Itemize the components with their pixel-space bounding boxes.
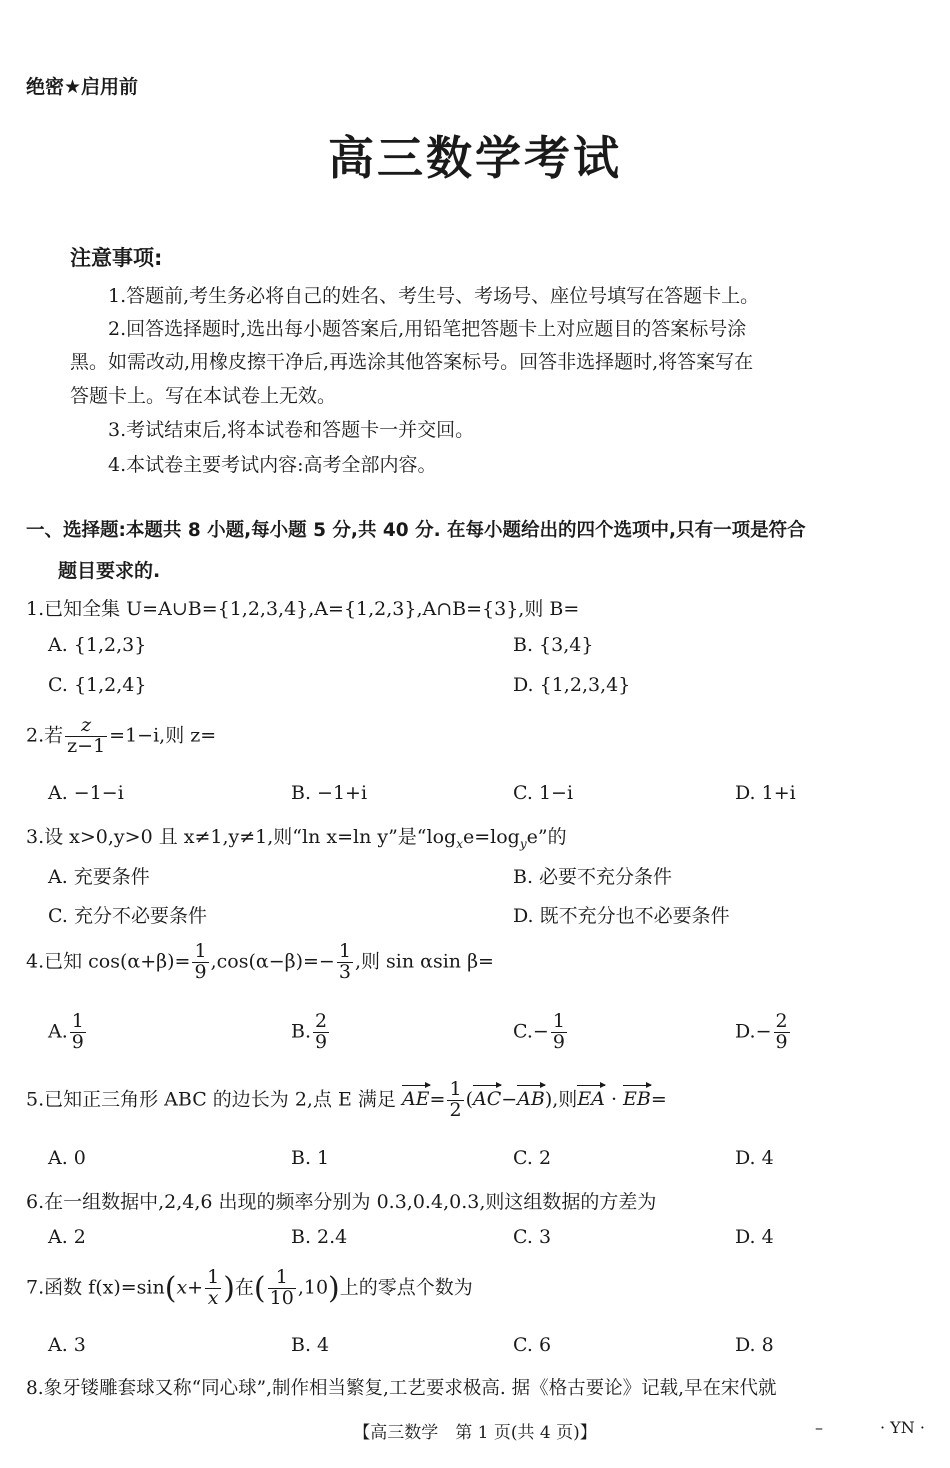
- question-2-frac-den: z−1: [67, 734, 106, 757]
- question-5-lparen: (: [465, 1088, 473, 1111]
- question-3-option-c: C. 充分不必要条件: [48, 905, 207, 927]
- notice-item-3: 3.考试结束后,将本试卷和答题卡一并交回。: [108, 419, 475, 441]
- question-7-part-5: 上的零点个数为: [339, 1276, 473, 1299]
- question-6-option-d: D. 4: [735, 1226, 774, 1248]
- question-4-frac-1-den: 9: [194, 960, 207, 983]
- question-2-suffix: =1−i,则 z=: [109, 724, 217, 747]
- question-3-stem-end: e”的: [526, 826, 567, 848]
- question-5-end: =: [650, 1088, 667, 1111]
- question-5-frac-den: 2: [449, 1098, 462, 1121]
- question-5-dot: ·: [604, 1088, 624, 1111]
- question-4-option-a: [48, 1012, 88, 1053]
- question-5-part-1: 5.已知正三角形 ABC 的边长为 2,点 E 满足: [26, 1088, 396, 1111]
- question-4-option-d-den: 9: [775, 1030, 788, 1053]
- question-4-option-a-label: A.: [48, 1020, 68, 1043]
- question-7-frac-2-num: 1: [268, 1268, 296, 1289]
- question-4-fraction-1: [192, 942, 208, 983]
- question-1-stem: 1.已知全集 U=A∪B={1,2,3,4},A={1,2,3},A∩B={3},则 B=: [26, 598, 580, 620]
- question-3-stem-start: 3.设 x>0,y>0 且 x≠1,y≠1,则“ln x=ln y”是“log: [26, 826, 457, 848]
- question-4-option-c-sign: −: [532, 1020, 549, 1043]
- notice-item-2-line-1: 2.回答选择题时,选出每小题答案后,用铅笔把答题卡上对应题目的答案标号涂: [108, 318, 747, 340]
- question-4-option-b-num: 2: [315, 1010, 328, 1032]
- question-4-option-d-sign: −: [755, 1020, 772, 1043]
- question-4-option-d-label: D.: [735, 1020, 756, 1043]
- question-5-option-c: C. 2: [513, 1147, 552, 1169]
- question-4-part-3: ,则 sin αsin β=: [354, 950, 494, 973]
- question-3-stem: [26, 822, 567, 851]
- vector-eb: EB: [623, 1088, 651, 1111]
- question-7-frac-2-den: 10: [269, 1286, 294, 1309]
- question-7-part-4: ,10: [297, 1276, 329, 1299]
- question-4-option-d-num: 2: [775, 1010, 788, 1032]
- notice-heading: 注意事项:: [70, 246, 163, 270]
- question-3-option-a: A. 充要条件: [48, 866, 150, 888]
- question-1-option-c: C. {1,2,4}: [48, 674, 147, 696]
- question-2-frac-num: z: [65, 716, 107, 737]
- question-2-option-a: A. −1−i: [48, 782, 124, 804]
- question-3-option-d: D. 既不充分也不必要条件: [513, 905, 730, 927]
- question-3-sub-1: x: [456, 836, 463, 851]
- question-7-part-2: x+: [176, 1276, 204, 1299]
- notice-item-1: 1.答题前,考生务必将自己的姓名、考生号、考场号、座位号填写在答题卡上。: [108, 285, 760, 307]
- question-4-part-2: ,cos(α−β)=−: [210, 950, 335, 973]
- question-8-stem: 8.象牙镂雕套球又称“同心球”,制作相当繁复,工艺要求极高. 据《格古要论》记载,早在宋代就: [26, 1378, 777, 1399]
- question-4-option-b: [291, 1012, 331, 1053]
- question-4-option-a-num: 1: [71, 1010, 84, 1032]
- question-5-stem: [26, 1080, 667, 1121]
- question-1-option-b: B. {3,4}: [513, 634, 594, 656]
- question-4-option-c-label: C.: [513, 1020, 533, 1043]
- question-7-option-d: D. 8: [735, 1334, 774, 1356]
- question-7-part-3: 在: [234, 1276, 254, 1299]
- question-7-lparen-2: (: [253, 1270, 266, 1306]
- question-1-option-a: A. {1,2,3}: [48, 634, 147, 656]
- secret-mark: 绝密★启用前: [26, 76, 139, 98]
- footer-code: · YN ·: [880, 1418, 925, 1437]
- question-7-lparen-1: (: [164, 1270, 177, 1306]
- question-3-stem-mid: e=log: [462, 826, 520, 848]
- notice-item-2-line-3: 答题卡上。写在本试卷上无效。: [70, 385, 337, 407]
- question-2-stem: [26, 716, 216, 757]
- section-1-heading-line-1: 一、选择题:本题共 8 小题,每小题 5 分,共 40 分. 在每小题给出的四个选项中,只有一项是符合: [26, 520, 806, 541]
- question-4-frac-2-num: 1: [338, 940, 351, 962]
- question-1-option-d: D. {1,2,3,4}: [513, 674, 631, 696]
- question-5-option-d: D. 4: [735, 1147, 774, 1169]
- question-4-option-d-fraction: [774, 1012, 790, 1053]
- notice-item-4: 4.本试卷主要考试内容:高考全部内容。: [108, 454, 437, 476]
- question-2-fraction: [65, 716, 107, 757]
- question-7-rparen-2: ): [328, 1270, 340, 1306]
- question-5-fraction: [447, 1080, 463, 1121]
- question-4-option-c-fraction: [551, 1012, 567, 1053]
- question-4-part-1: 4.已知 cos(α+β)=: [26, 950, 191, 973]
- question-5-frac-num: 1: [449, 1078, 462, 1100]
- question-5-option-a: A. 0: [48, 1147, 86, 1169]
- question-4-option-b-fraction: [313, 1012, 329, 1053]
- vector-ae: AE: [401, 1088, 430, 1111]
- question-4-option-c-num: 1: [552, 1010, 565, 1032]
- question-2-option-c: C. 1−i: [513, 782, 574, 804]
- question-7-option-c: C. 6: [513, 1334, 552, 1356]
- question-7-option-b: B. 4: [291, 1334, 330, 1356]
- question-4-option-c-den: 9: [552, 1030, 565, 1053]
- question-7-option-a: A. 3: [48, 1334, 86, 1356]
- question-4-fraction-2: [337, 942, 353, 983]
- question-2-prefix: 2.若: [26, 724, 64, 747]
- vector-ea: EA: [577, 1088, 605, 1111]
- question-6-option-c: C. 3: [513, 1226, 552, 1248]
- question-4-option-b-label: B.: [291, 1020, 312, 1043]
- question-7-fraction-1: [205, 1268, 221, 1309]
- question-6-option-b: B. 2.4: [291, 1226, 348, 1248]
- question-4-stem: [26, 942, 494, 983]
- vector-ac: AC: [472, 1088, 502, 1111]
- question-7-frac-1-den: x: [207, 1286, 219, 1309]
- question-4-option-c: [513, 1012, 569, 1053]
- question-4-option-d: [735, 1012, 792, 1053]
- page-footer: 【高三数学 第 1 页(共 4 页)】: [353, 1423, 597, 1443]
- section-1-heading-line-2: 题目要求的.: [58, 560, 161, 582]
- question-7-rparen-1: ): [223, 1270, 235, 1306]
- question-7-frac-1-num: 1: [207, 1266, 220, 1288]
- question-3-sub-2: y: [519, 836, 527, 851]
- question-4-frac-2-den: 3: [338, 960, 351, 983]
- question-4-option-a-fraction: [70, 1012, 86, 1053]
- question-5-rparen: ),则: [544, 1088, 578, 1111]
- question-2-option-b: B. −1+i: [291, 782, 368, 804]
- question-5-option-b: B. 1: [291, 1147, 330, 1169]
- question-4-frac-1-num: 1: [194, 940, 207, 962]
- question-4-option-b-den: 9: [315, 1030, 328, 1053]
- question-7-stem: [26, 1268, 473, 1309]
- notice-item-2-line-2: 黑。如需改动,用橡皮擦干净后,再选涂其他答案标号。回答非选择题时,将答案写在: [70, 351, 754, 373]
- question-3-option-b: B. 必要不充分条件: [513, 866, 673, 888]
- question-7-fraction-2: [268, 1268, 296, 1309]
- vector-ab: AB: [517, 1088, 545, 1111]
- question-5-minus: −: [501, 1088, 518, 1111]
- exam-title: 高三数学考试: [328, 131, 622, 185]
- question-7-part-1: 7.函数 f(x)=sin: [26, 1276, 165, 1299]
- question-5-eq: =: [429, 1088, 446, 1111]
- question-6-stem: 6.在一组数据中,2,4,6 出现的频率分别为 0.3,0.4,0.3,则这组数据的方差为: [26, 1191, 657, 1213]
- question-6-option-a: A. 2: [48, 1226, 86, 1248]
- footer-dash: –: [815, 1418, 823, 1437]
- question-2-option-d: D. 1+i: [735, 782, 796, 804]
- question-4-option-a-den: 9: [71, 1030, 84, 1053]
